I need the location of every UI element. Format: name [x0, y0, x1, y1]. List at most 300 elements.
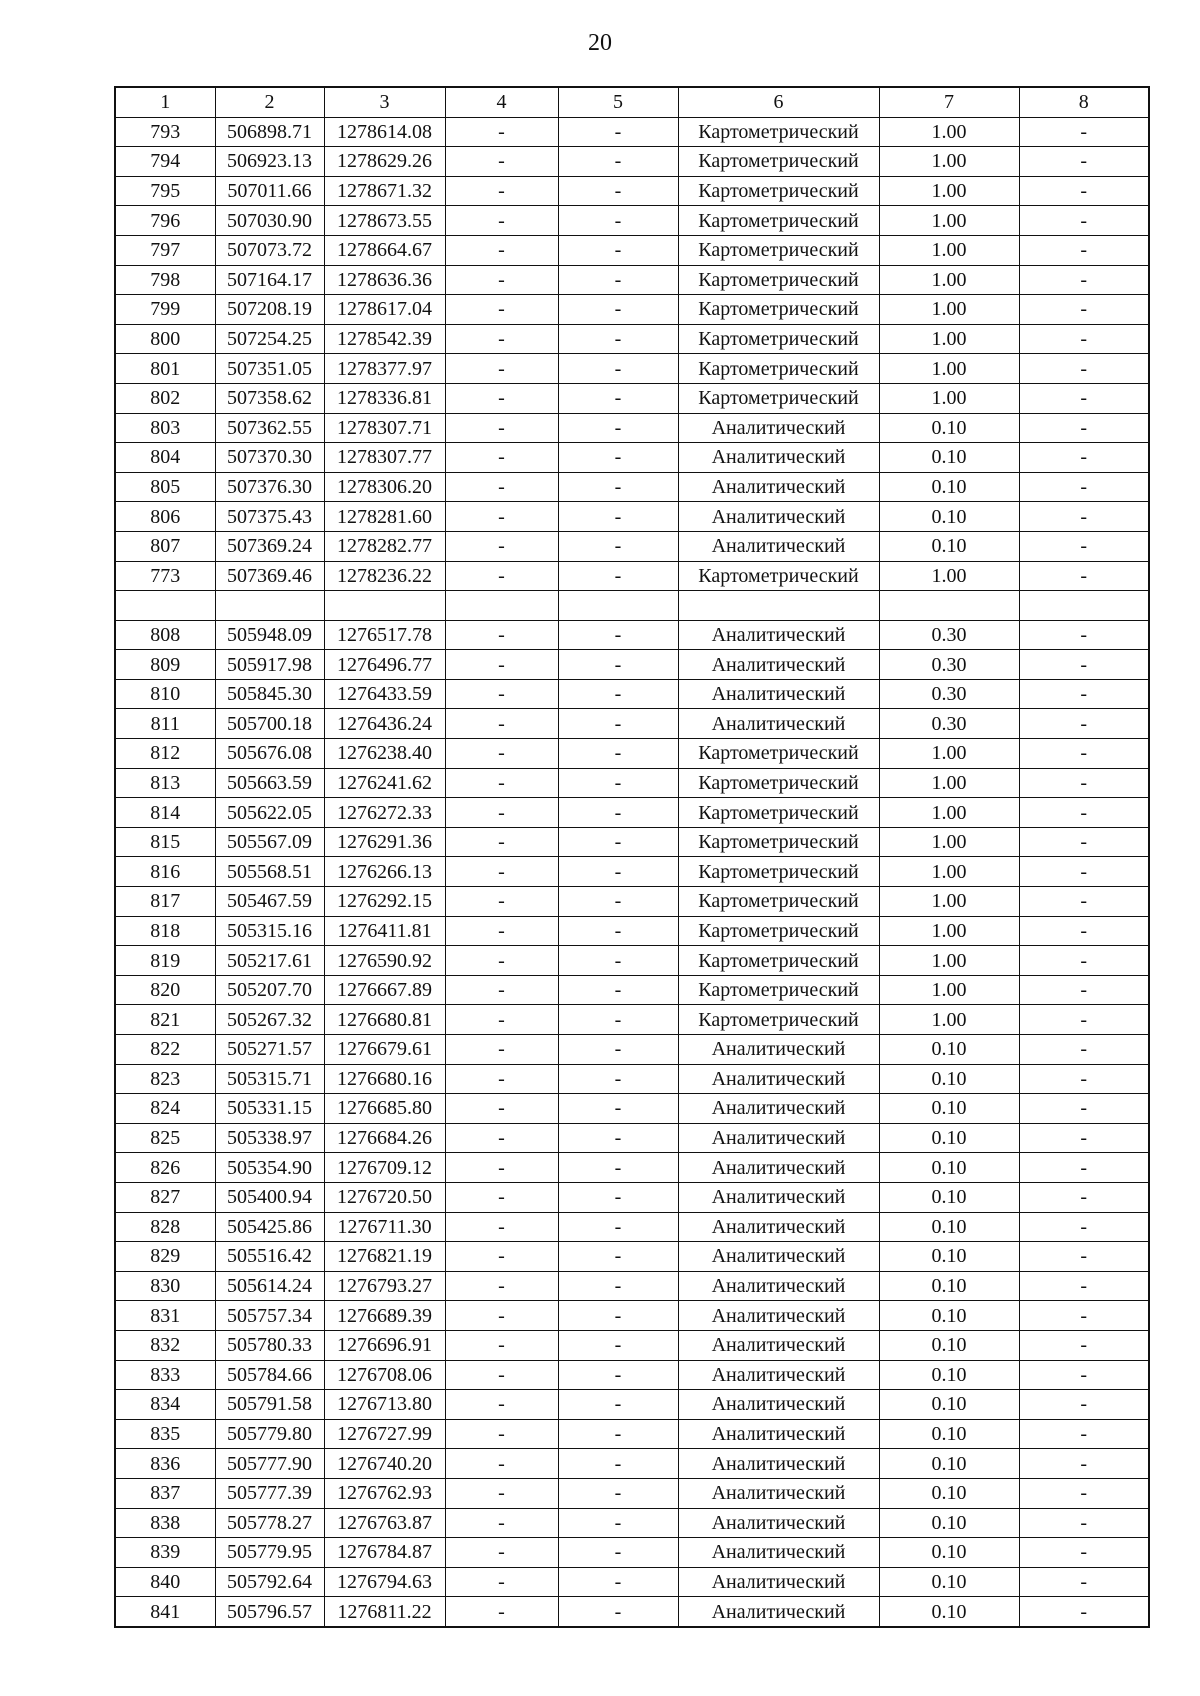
accuracy-cell: 1.00: [879, 235, 1019, 265]
col5-cell: -: [558, 887, 678, 917]
y-coordinate-cell: 1278542.39: [324, 324, 445, 354]
col5-cell: -: [558, 827, 678, 857]
method-cell: Аналитический: [678, 1419, 879, 1449]
col4-cell: -: [445, 206, 558, 236]
col5-cell: -: [558, 975, 678, 1005]
y-coordinate-cell: 1278673.55: [324, 206, 445, 236]
point-number-cell: [115, 591, 215, 621]
col8-cell: -: [1019, 1330, 1149, 1360]
col5-cell: -: [558, 1153, 678, 1183]
y-coordinate-cell: 1276689.39: [324, 1301, 445, 1331]
col4-cell: -: [445, 443, 558, 473]
column-header: 4: [445, 87, 558, 117]
method-cell: Картометрический: [678, 324, 879, 354]
col8-cell: -: [1019, 709, 1149, 739]
x-coordinate-cell: 505271.57: [215, 1035, 324, 1065]
table-row: [115, 709, 1149, 739]
method-cell: Аналитический: [678, 1271, 879, 1301]
point-number-cell: 808: [115, 620, 215, 650]
col4-cell: -: [445, 739, 558, 769]
x-coordinate-cell: 505700.18: [215, 709, 324, 739]
point-number-cell: 800: [115, 324, 215, 354]
col5-cell: -: [558, 502, 678, 532]
point-number-cell: 814: [115, 798, 215, 828]
method-cell: Аналитический: [678, 1478, 879, 1508]
accuracy-cell: 0.10: [879, 1064, 1019, 1094]
y-coordinate-cell: 1276793.27: [324, 1271, 445, 1301]
col4-cell: -: [445, 1242, 558, 1272]
table-row: [115, 887, 1149, 917]
point-number-cell: 823: [115, 1064, 215, 1094]
col5-cell: -: [558, 1301, 678, 1331]
col5-cell: -: [558, 1360, 678, 1390]
point-number-cell: 825: [115, 1123, 215, 1153]
y-coordinate-cell: 1276238.40: [324, 739, 445, 769]
accuracy-cell: 0.10: [879, 1182, 1019, 1212]
col5-cell: -: [558, 1597, 678, 1627]
col4-cell: -: [445, 295, 558, 325]
x-coordinate-cell: 505791.58: [215, 1390, 324, 1420]
table-row: [115, 1330, 1149, 1360]
accuracy-cell: 0.10: [879, 1271, 1019, 1301]
y-coordinate-cell: 1278236.22: [324, 561, 445, 591]
method-cell: Аналитический: [678, 1123, 879, 1153]
col5-cell: -: [558, 176, 678, 206]
col8-cell: -: [1019, 1271, 1149, 1301]
accuracy-cell: 0.30: [879, 679, 1019, 709]
point-number-cell: 831: [115, 1301, 215, 1331]
method-cell: Картометрический: [678, 265, 879, 295]
point-number-cell: 820: [115, 975, 215, 1005]
y-coordinate-cell: 1276711.30: [324, 1212, 445, 1242]
column-header: 2: [215, 87, 324, 117]
col5-cell: -: [558, 265, 678, 295]
col4-cell: -: [445, 383, 558, 413]
col4-cell: [445, 591, 558, 621]
table-row: [115, 946, 1149, 976]
point-number-cell: 813: [115, 768, 215, 798]
col5-cell: -: [558, 117, 678, 147]
y-coordinate-cell: 1276680.81: [324, 1005, 445, 1035]
point-number-cell: 773: [115, 561, 215, 591]
col8-cell: -: [1019, 1478, 1149, 1508]
y-coordinate-cell: 1276811.22: [324, 1597, 445, 1627]
method-cell: Картометрический: [678, 1005, 879, 1035]
accuracy-cell: 0.10: [879, 1212, 1019, 1242]
table-row: [115, 265, 1149, 295]
table-row: [115, 975, 1149, 1005]
col5-cell: -: [558, 916, 678, 946]
y-coordinate-cell: [324, 591, 445, 621]
accuracy-cell: 0.10: [879, 1301, 1019, 1331]
col5-cell: -: [558, 739, 678, 769]
col5-cell: -: [558, 1123, 678, 1153]
y-coordinate-cell: 1276590.92: [324, 946, 445, 976]
point-number-cell: 804: [115, 443, 215, 473]
x-coordinate-cell: 505780.33: [215, 1330, 324, 1360]
y-coordinate-cell: 1276272.33: [324, 798, 445, 828]
y-coordinate-cell: 1276727.99: [324, 1419, 445, 1449]
method-cell: Аналитический: [678, 1538, 879, 1568]
col4-cell: -: [445, 1390, 558, 1420]
y-coordinate-cell: 1276680.16: [324, 1064, 445, 1094]
y-coordinate-cell: 1276433.59: [324, 679, 445, 709]
col4-cell: -: [445, 1064, 558, 1094]
table-row: [115, 650, 1149, 680]
table-row: [115, 117, 1149, 147]
x-coordinate-cell: 506898.71: [215, 117, 324, 147]
col4-cell: -: [445, 1123, 558, 1153]
table-row: [115, 235, 1149, 265]
method-cell: Картометрический: [678, 354, 879, 384]
method-cell: Аналитический: [678, 709, 879, 739]
col5-cell: -: [558, 1508, 678, 1538]
method-cell: Картометрический: [678, 887, 879, 917]
point-number-cell: 816: [115, 857, 215, 887]
col5-cell: -: [558, 1538, 678, 1568]
col5-cell: -: [558, 1182, 678, 1212]
col8-cell: -: [1019, 176, 1149, 206]
y-coordinate-cell: 1276762.93: [324, 1478, 445, 1508]
x-coordinate-cell: 505777.39: [215, 1478, 324, 1508]
accuracy-cell: 1.00: [879, 975, 1019, 1005]
method-cell: Аналитический: [678, 1182, 879, 1212]
point-number-cell: 819: [115, 946, 215, 976]
x-coordinate-cell: 505622.05: [215, 798, 324, 828]
table-row: [115, 176, 1149, 206]
col4-cell: -: [445, 650, 558, 680]
table-row: [115, 147, 1149, 177]
col8-cell: -: [1019, 1212, 1149, 1242]
accuracy-cell: 1.00: [879, 561, 1019, 591]
y-coordinate-cell: 1276794.63: [324, 1567, 445, 1597]
y-coordinate-cell: 1278307.71: [324, 413, 445, 443]
y-coordinate-cell: 1276685.80: [324, 1094, 445, 1124]
x-coordinate-cell: 505663.59: [215, 768, 324, 798]
point-number-cell: 839: [115, 1538, 215, 1568]
point-number-cell: 798: [115, 265, 215, 295]
point-number-cell: 805: [115, 472, 215, 502]
col8-cell: -: [1019, 1035, 1149, 1065]
column-header: 1: [115, 87, 215, 117]
accuracy-cell: 1.00: [879, 946, 1019, 976]
col5-cell: -: [558, 206, 678, 236]
x-coordinate-cell: 505796.57: [215, 1597, 324, 1627]
col8-cell: -: [1019, 1123, 1149, 1153]
col4-cell: -: [445, 946, 558, 976]
x-coordinate-cell: 505315.16: [215, 916, 324, 946]
col4-cell: -: [445, 235, 558, 265]
x-coordinate-cell: 505217.61: [215, 946, 324, 976]
col4-cell: -: [445, 117, 558, 147]
y-coordinate-cell: 1276696.91: [324, 1330, 445, 1360]
col8-cell: -: [1019, 383, 1149, 413]
point-number-cell: 795: [115, 176, 215, 206]
method-cell: Аналитический: [678, 1301, 879, 1331]
accuracy-cell: 0.10: [879, 1390, 1019, 1420]
accuracy-cell: 1.00: [879, 295, 1019, 325]
y-coordinate-cell: 1278282.77: [324, 531, 445, 561]
x-coordinate-cell: [215, 591, 324, 621]
x-coordinate-cell: 505792.64: [215, 1567, 324, 1597]
col8-cell: -: [1019, 235, 1149, 265]
col5-cell: -: [558, 650, 678, 680]
point-number-cell: 838: [115, 1508, 215, 1538]
accuracy-cell: 0.10: [879, 1123, 1019, 1153]
col8-cell: -: [1019, 887, 1149, 917]
col4-cell: -: [445, 265, 558, 295]
y-coordinate-cell: 1276784.87: [324, 1538, 445, 1568]
col8-cell: -: [1019, 798, 1149, 828]
col5-cell: -: [558, 1035, 678, 1065]
col8-cell: -: [1019, 531, 1149, 561]
table-row: [115, 1212, 1149, 1242]
col5-cell: -: [558, 1064, 678, 1094]
accuracy-cell: 0.10: [879, 1094, 1019, 1124]
method-cell: Аналитический: [678, 413, 879, 443]
col4-cell: -: [445, 1035, 558, 1065]
col8-cell: -: [1019, 1597, 1149, 1627]
col8-cell: -: [1019, 295, 1149, 325]
col5-cell: -: [558, 1005, 678, 1035]
accuracy-cell: 0.10: [879, 413, 1019, 443]
y-coordinate-cell: 1276709.12: [324, 1153, 445, 1183]
col4-cell: -: [445, 1538, 558, 1568]
x-coordinate-cell: 505315.71: [215, 1064, 324, 1094]
x-coordinate-cell: 505267.32: [215, 1005, 324, 1035]
col8-cell: -: [1019, 1301, 1149, 1331]
col4-cell: -: [445, 324, 558, 354]
x-coordinate-cell: 507351.05: [215, 354, 324, 384]
accuracy-cell: 1.00: [879, 768, 1019, 798]
col4-cell: -: [445, 561, 558, 591]
point-number-cell: 833: [115, 1360, 215, 1390]
method-cell: Картометрический: [678, 739, 879, 769]
accuracy-cell: 0.10: [879, 1597, 1019, 1627]
point-number-cell: 830: [115, 1271, 215, 1301]
col8-cell: -: [1019, 916, 1149, 946]
col4-cell: -: [445, 1597, 558, 1627]
col5-cell: -: [558, 1242, 678, 1272]
col8-cell: -: [1019, 413, 1149, 443]
point-number-cell: 810: [115, 679, 215, 709]
accuracy-cell: 0.10: [879, 1449, 1019, 1479]
method-cell: Картометрический: [678, 798, 879, 828]
col8-cell: -: [1019, 1094, 1149, 1124]
x-coordinate-cell: 507164.17: [215, 265, 324, 295]
point-number-cell: 812: [115, 739, 215, 769]
y-coordinate-cell: 1276667.89: [324, 975, 445, 1005]
point-number-cell: 817: [115, 887, 215, 917]
x-coordinate-cell: 507030.90: [215, 206, 324, 236]
table-row: [115, 1094, 1149, 1124]
col4-cell: -: [445, 1449, 558, 1479]
col5-cell: -: [558, 1567, 678, 1597]
table-row: [115, 413, 1149, 443]
col4-cell: -: [445, 798, 558, 828]
y-coordinate-cell: 1276496.77: [324, 650, 445, 680]
method-cell: Аналитический: [678, 1330, 879, 1360]
point-number-cell: 794: [115, 147, 215, 177]
col4-cell: -: [445, 176, 558, 206]
y-coordinate-cell: 1276292.15: [324, 887, 445, 917]
col8-cell: -: [1019, 1449, 1149, 1479]
accuracy-cell: 1.00: [879, 354, 1019, 384]
x-coordinate-cell: 507011.66: [215, 176, 324, 206]
table-row: [115, 1271, 1149, 1301]
y-coordinate-cell: 1276763.87: [324, 1508, 445, 1538]
point-number-cell: 802: [115, 383, 215, 413]
col5-cell: -: [558, 946, 678, 976]
point-number-cell: 797: [115, 235, 215, 265]
method-cell: Аналитический: [678, 650, 879, 680]
method-cell: Аналитический: [678, 1360, 879, 1390]
x-coordinate-cell: 505778.27: [215, 1508, 324, 1538]
method-cell: Аналитический: [678, 1597, 879, 1627]
col8-cell: -: [1019, 117, 1149, 147]
accuracy-cell: 0.30: [879, 709, 1019, 739]
table-row: [115, 1123, 1149, 1153]
method-cell: Картометрический: [678, 176, 879, 206]
point-number-cell: 811: [115, 709, 215, 739]
accuracy-cell: 1.00: [879, 887, 1019, 917]
y-coordinate-cell: 1278336.81: [324, 383, 445, 413]
point-number-cell: 821: [115, 1005, 215, 1035]
method-cell: Картометрический: [678, 768, 879, 798]
y-coordinate-cell: 1278281.60: [324, 502, 445, 532]
table-row: [115, 1153, 1149, 1183]
y-coordinate-cell: 1278636.36: [324, 265, 445, 295]
method-cell: Аналитический: [678, 443, 879, 473]
method-cell: Аналитический: [678, 1508, 879, 1538]
table-row: [115, 383, 1149, 413]
col5-cell: [558, 591, 678, 621]
col4-cell: -: [445, 857, 558, 887]
point-number-cell: 841: [115, 1597, 215, 1627]
method-cell: Картометрический: [678, 383, 879, 413]
x-coordinate-cell: 507362.55: [215, 413, 324, 443]
col5-cell: -: [558, 443, 678, 473]
x-coordinate-cell: 505917.98: [215, 650, 324, 680]
table-row: [115, 1567, 1149, 1597]
col5-cell: -: [558, 1449, 678, 1479]
col4-cell: -: [445, 1005, 558, 1035]
point-number-cell: 818: [115, 916, 215, 946]
point-number-cell: 806: [115, 502, 215, 532]
col5-cell: -: [558, 147, 678, 177]
col8-cell: [1019, 591, 1149, 621]
x-coordinate-cell: 507375.43: [215, 502, 324, 532]
col4-cell: -: [445, 916, 558, 946]
col4-cell: -: [445, 354, 558, 384]
method-cell: Картометрический: [678, 295, 879, 325]
table-row: [115, 1508, 1149, 1538]
table-row: [115, 857, 1149, 887]
col4-cell: -: [445, 531, 558, 561]
column-header: 7: [879, 87, 1019, 117]
table-row: [115, 620, 1149, 650]
point-number-cell: 835: [115, 1419, 215, 1449]
col8-cell: -: [1019, 472, 1149, 502]
table-row: [115, 1360, 1149, 1390]
col8-cell: -: [1019, 1182, 1149, 1212]
method-cell: Картометрический: [678, 975, 879, 1005]
col4-cell: -: [445, 620, 558, 650]
col8-cell: -: [1019, 857, 1149, 887]
col5-cell: -: [558, 1478, 678, 1508]
method-cell: Аналитический: [678, 1035, 879, 1065]
accuracy-cell: [879, 591, 1019, 621]
x-coordinate-cell: 507370.30: [215, 443, 324, 473]
col5-cell: -: [558, 1271, 678, 1301]
accuracy-cell: 1.00: [879, 916, 1019, 946]
accuracy-cell: 1.00: [879, 206, 1019, 236]
col4-cell: -: [445, 887, 558, 917]
method-cell: Картометрический: [678, 235, 879, 265]
col8-cell: -: [1019, 354, 1149, 384]
col5-cell: -: [558, 295, 678, 325]
table-row: [115, 531, 1149, 561]
col8-cell: -: [1019, 1390, 1149, 1420]
accuracy-cell: 1.00: [879, 324, 1019, 354]
method-cell: Аналитический: [678, 1212, 879, 1242]
col8-cell: -: [1019, 443, 1149, 473]
accuracy-cell: 0.10: [879, 1478, 1019, 1508]
table-row: [115, 324, 1149, 354]
x-coordinate-cell: 505568.51: [215, 857, 324, 887]
table-row: [115, 1182, 1149, 1212]
y-coordinate-cell: 1276821.19: [324, 1242, 445, 1272]
col4-cell: -: [445, 975, 558, 1005]
col4-cell: -: [445, 1212, 558, 1242]
x-coordinate-cell: 505207.70: [215, 975, 324, 1005]
col5-cell: -: [558, 679, 678, 709]
column-header: 5: [558, 87, 678, 117]
y-coordinate-cell: 1278377.97: [324, 354, 445, 384]
table-row: [115, 916, 1149, 946]
table-row: [115, 472, 1149, 502]
x-coordinate-cell: 505948.09: [215, 620, 324, 650]
col8-cell: -: [1019, 265, 1149, 295]
method-cell: Аналитический: [678, 1064, 879, 1094]
point-number-cell: 834: [115, 1390, 215, 1420]
x-coordinate-cell: 505567.09: [215, 827, 324, 857]
col8-cell: -: [1019, 1005, 1149, 1035]
accuracy-cell: 0.10: [879, 472, 1019, 502]
x-coordinate-cell: 507369.46: [215, 561, 324, 591]
accuracy-cell: 0.10: [879, 1242, 1019, 1272]
table-row: [115, 1242, 1149, 1272]
method-cell: Картометрический: [678, 827, 879, 857]
accuracy-cell: 0.10: [879, 443, 1019, 473]
col4-cell: -: [445, 1301, 558, 1331]
x-coordinate-cell: 507369.24: [215, 531, 324, 561]
point-number-cell: 799: [115, 295, 215, 325]
col8-cell: -: [1019, 561, 1149, 591]
col4-cell: -: [445, 679, 558, 709]
y-coordinate-cell: 1276266.13: [324, 857, 445, 887]
col4-cell: -: [445, 1567, 558, 1597]
col8-cell: -: [1019, 650, 1149, 680]
y-coordinate-cell: 1276740.20: [324, 1449, 445, 1479]
table-row: [115, 1538, 1149, 1568]
method-cell: Аналитический: [678, 1449, 879, 1479]
col5-cell: -: [558, 798, 678, 828]
table-row: [115, 591, 1149, 621]
col5-cell: -: [558, 472, 678, 502]
table-row: [115, 739, 1149, 769]
table-row: [115, 1419, 1149, 1449]
